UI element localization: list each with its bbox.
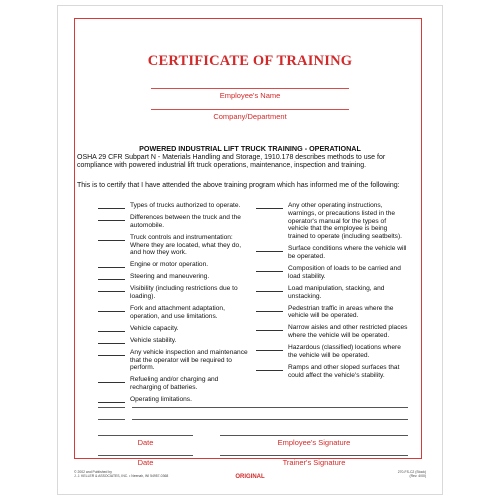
training-heading: POWERED INDUSTRIAL LIFT TRUCK TRAINING - OPERATIONAL (139, 144, 361, 153)
blank-line[interactable] (98, 267, 125, 268)
employee-signature-line[interactable] (220, 435, 408, 436)
blank-line[interactable] (256, 370, 283, 371)
blank-line[interactable] (98, 419, 125, 420)
list-item: Steering and maneuvering. (98, 273, 248, 281)
list-item: Refueling and/or charging and recharging of batteries. (98, 376, 248, 392)
blank-line[interactable] (256, 291, 283, 292)
date-line-2[interactable] (98, 455, 193, 456)
list-item: Visibility (including restrictions due to loading). (98, 285, 248, 301)
intro-paragraph: OSHA 29 CFR Subpart N - Materials Handling and Storage, 1910.178 describes methods to use for compliance with powered industrial lift truck operations, maintenance, inspection and training. (77, 154, 386, 170)
list-item: Vehicle capacity. (98, 325, 248, 333)
list-item: Pedestrian traffic in areas where the vehicle will be operated. (256, 305, 408, 321)
blank-line[interactable] (98, 331, 125, 332)
employee-name-line (151, 88, 349, 89)
trainer-signature-label: Trainer's Signature (282, 458, 346, 467)
list-item: Engine or motor operation. (98, 261, 248, 269)
footer-publisher: © 2002 and Published by J. J. KELLER & ASSOCIATES, INC. • Neenah, WI 54957-0368 (74, 470, 169, 478)
blank-line[interactable] (256, 271, 283, 272)
blank-line[interactable] (256, 311, 283, 312)
blank-line[interactable] (132, 419, 408, 420)
employee-name-label: Employee's Name (219, 91, 281, 100)
blank-line[interactable] (98, 407, 125, 408)
list-item: Differences between the truck and the automobile. (98, 214, 248, 230)
blank-line[interactable] (98, 382, 125, 383)
date-label-2: Date (137, 458, 154, 467)
blank-line[interactable] (98, 402, 125, 403)
list-item: Surface conditions where the vehicle will be operated. (256, 245, 408, 261)
blank-line[interactable] (98, 208, 125, 209)
list-item: Any other operating instructions, warnings, or precautions listed in the operator's manual for the types of vehicle that the employee is being trained to operate (including seatbelts). (256, 202, 408, 241)
list-item: Truck controls and instrumentation: Where they are located, what they do, and how they work. (98, 234, 248, 257)
blank-line[interactable] (256, 350, 283, 351)
company-label: Company/Department (213, 112, 287, 121)
blank-line[interactable] (98, 220, 125, 221)
list-item: Vehicle stability. (98, 337, 248, 345)
blank-line[interactable] (98, 343, 125, 344)
blank-line[interactable] (256, 251, 283, 252)
blank-line[interactable] (256, 208, 283, 209)
footer-form-number: 270-FS-C2 (Stock) (Rev. 4/00) (397, 470, 426, 478)
blank-line[interactable] (98, 279, 125, 280)
list-item: Hazardous (classified) locations where the vehicle will be operated. (256, 344, 408, 360)
date-label-1: Date (137, 438, 154, 447)
original-label: ORIGINAL (235, 474, 265, 480)
employee-signature-label: Employee's Signature (277, 438, 351, 447)
list-item: Types of trucks authorized to operate. (98, 202, 248, 210)
list-item: Composition of loads to be carried and load stability. (256, 265, 408, 281)
blank-line[interactable] (98, 240, 125, 241)
left-checklist (98, 202, 248, 408)
blank-line[interactable] (256, 330, 283, 331)
list-item: Fork and attachment adaptation, operation, and use limitations. (98, 305, 248, 321)
blank-line[interactable] (98, 311, 125, 312)
list-item: Load manipulation, stacking, and unstacking. (256, 285, 408, 301)
certificate-title: CERTIFICATE OF TRAINING (147, 53, 353, 69)
certificate-sheet (58, 6, 442, 494)
list-item: Operating limitations. (98, 396, 248, 404)
list-item: Narrow aisles and other restricted places where the vehicle will be operated. (256, 324, 408, 340)
right-checklist (256, 202, 408, 384)
blank-line[interactable] (98, 291, 125, 292)
certify-paragraph: This is to certify that I have attended the above training program which has informed me of the following: (77, 182, 400, 189)
list-item: Any vehicle inspection and maintenance that the operator will be required to perform. (98, 349, 248, 372)
blank-line[interactable] (98, 355, 125, 356)
company-line (151, 109, 349, 110)
trainer-signature-line[interactable] (220, 455, 408, 456)
blank-line[interactable] (132, 407, 408, 408)
date-line-1[interactable] (98, 435, 193, 436)
list-item: Ramps and other sloped surfaces that could affect the vehicle's stability. (256, 364, 408, 380)
